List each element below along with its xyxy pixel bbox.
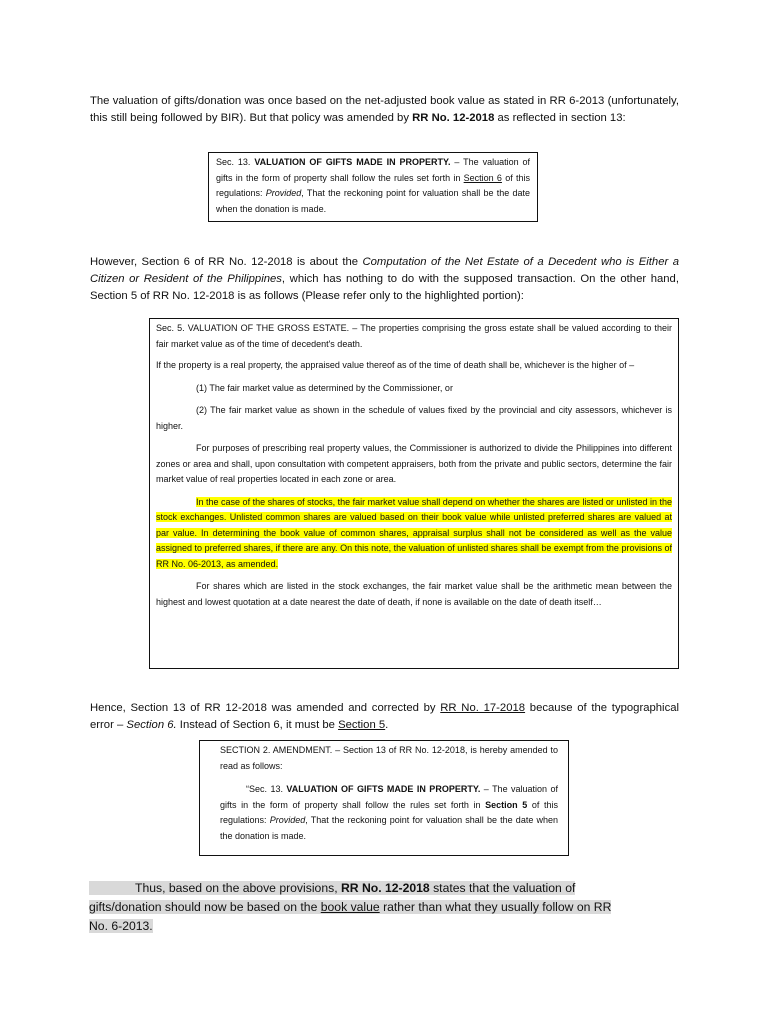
section-13-text: Sec. 13. VALUATION OF GIFTS MADE IN PROPERTY. – The valuation of gifts in the form of property shall follow the rules set forth in Section 6 of this regulations: Provided, That the reckoning point for valuation shall be the date when the donation is made. <box>216 157 531 214</box>
shares-of-stock-paragraph <box>156 495 672 573</box>
section-5-link: Section 5 <box>338 718 386 731</box>
listed-shares-paragraph: For shares which are listed in the stock exchanges, the fair market value shall be the arithmetic mean between the highest and lowest quotation at a date nearest the date of death, if none is available on the date of death itself… <box>156 581 672 607</box>
zones-paragraph: For purposes of prescribing real property values, the Commissioner is authorized to divide the Philippines into different zones or area and shall, upon consultation with competent appraisers, both from the private and public sectors, determine the fair market value of real properties located in each zone or area. <box>156 443 672 484</box>
section-13-quote-box <box>208 152 538 222</box>
section-6-paragraph: However, Section 6 of RR No. 12-2018 is about the Computation of the Net Estate of a Decedent who is Either a Citizen or Resident of the Philippines, which has nothing to do with the supposed transaction. On the other hand, Section 5 of RR No. 12-2018 is as follows (Please refer only to the highlighted portion): <box>90 256 679 302</box>
fmv-item-1: (1) The fair market value as determined by the Commissioner, or <box>196 382 453 393</box>
amendment-text: SECTION 2. AMENDMENT. – Section 13 of RR No. 12-2018, is hereby amended to read as follows: <box>220 745 558 771</box>
section-13-title: VALUATION OF GIFTS MADE IN PROPERTY. <box>254 157 451 167</box>
conclusion-rr-reference: RR No. 12-2018 <box>340 881 430 895</box>
highlighted-text: In the case of the shares of stocks, the fair market value shall depend on whether the shares are listed or unlisted in the stock exchanges. Unlisted common shares are valued based on their book value while unlisted preferred shares are valued at par value. In determining the book value of common shares, appraisal surplus shall not be considered as well as the value assigned to preferred shares, if there are any. On this note, the valuation of unlisted shares shall be exempt from the provisions of RR No. 06-2013, as amended. <box>156 496 672 569</box>
amendment-quote-box <box>199 740 569 856</box>
intro-paragraph: The valuation of gifts/donation was once based on the net-adjusted book value as stated in RR 6-2013 (unfortunately, this still being followed by BIR). But that policy was amended by RR No. 12-2018 as reflected in section 13: <box>90 95 679 124</box>
amendment-paragraph: Hence, Section 13 of RR 12-2018 was amended and corrected by RR No. 17-2018 because of the typographical error – Section 6. Instead of Section 6, it must be Section 5. <box>90 702 680 731</box>
section-5-bold: Section 5 <box>485 799 528 810</box>
real-property-paragraph: If the property is a real property, the appraised value thereof as of the time of death shall be, whichever is the higher of – <box>156 360 635 370</box>
section-5-quote-box <box>149 318 679 669</box>
book-value-link: book value <box>320 900 380 914</box>
section-6-link: Section 6 <box>463 172 502 183</box>
amended-section-13-title: VALUATION OF GIFTS MADE IN PROPERTY. <box>286 784 481 794</box>
amended-section-13-text: “Sec. 13. VALUATION OF GIFTS MADE IN PROPERTY. – The valuation of gifts in the form of property shall follow the rules set forth in Section 5 of this regulations: Provided, That the reckoning point for valuation shall be the date when the donation is made. <box>220 784 559 841</box>
conclusion-shaded-text: Thus, based on the above provisions, RR No. 12-2018 states that the valuation of gifts/donation should now be based on the book value rather than what they usually follow on RR No. 6-2013. <box>89 881 612 933</box>
gross-estate-paragraph: Sec. 5. VALUATION OF THE GROSS ESTATE. – The properties comprising the gross estate shall be valued according to their fair market value as of the time of decedent's death. <box>156 323 672 349</box>
rr-12-2018-reference: RR No. 12-2018 <box>412 111 495 124</box>
fmv-item-2: (2) The fair market value as shown in the schedule of values fixed by the provincial and city assessors, whichever is higher. <box>156 405 672 431</box>
rr-17-2018-link: RR No. 17-2018 <box>440 702 526 714</box>
conclusion-paragraph <box>89 879 629 936</box>
